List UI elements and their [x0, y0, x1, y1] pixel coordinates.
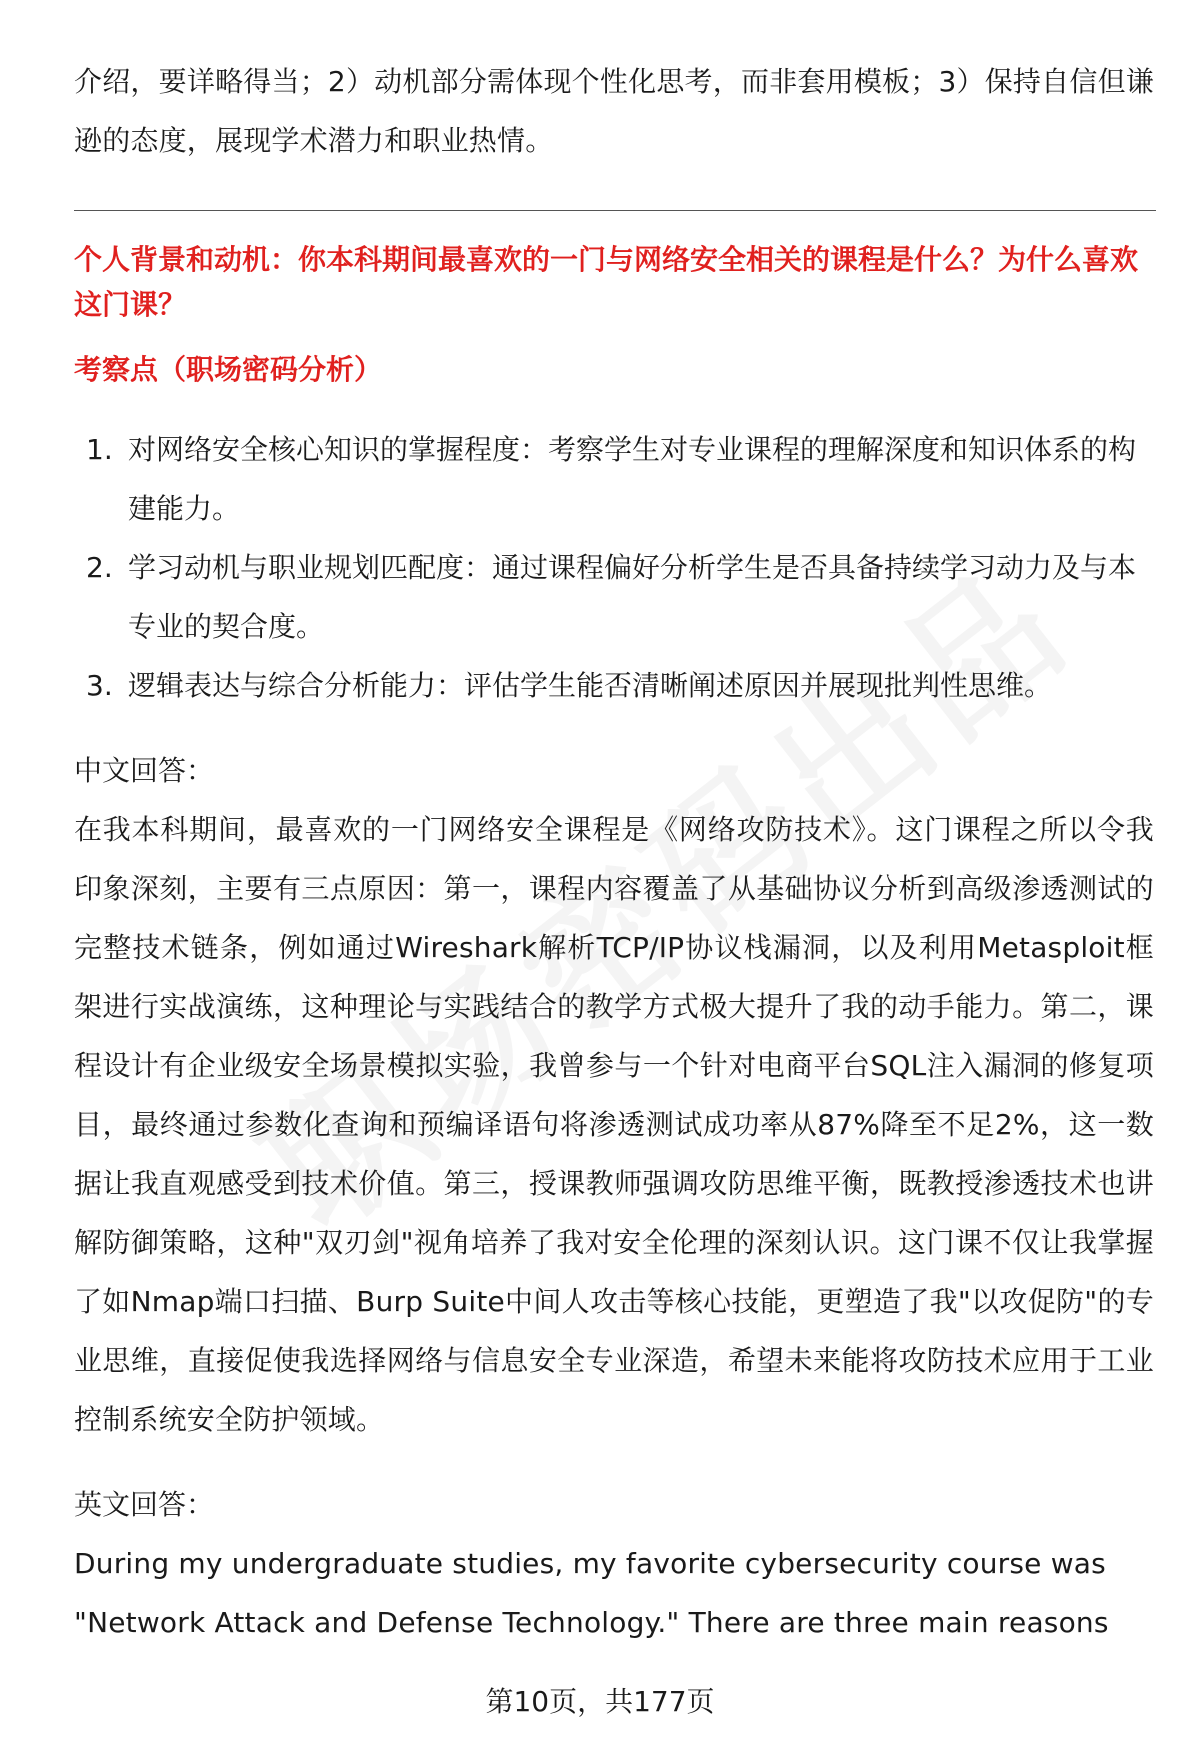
intro-paragraph: 介绍，要详略得当；2）动机部分需体现个性化思考，而非套用模板；3）保持自信但谦逊的态度，展现学术潜力和职业热情。: [74, 65, 1154, 157]
chinese-answer-section: [74, 741, 1154, 1449]
english-answer-section: [74, 1475, 1154, 1652]
chinese-answer-label: 中文回答：: [74, 754, 215, 787]
chinese-answer-text: 在我本科期间，最喜欢的一门网络安全课程是《网络攻防技术》。这门课程之所以令我印象深刻，主要有三点原因：第一，课程内容覆盖了从基础协议分析到高级渗透测试的完整技术链条，例如通过Wireshark解析TCP/IP协议栈漏洞，以及利用Metasploit框架进行实战演练，这种理论与实践结合的教学方式极大提升了我的动手能力。第二，课程设计有企业级安全场景模拟实验，我曾参与一个针对电商平台SQL注入漏洞的修复项目，最终通过参数化查询和预编译语句将渗透测试成功率从87%降至不足2%，这一数据让我直观感受到技术价值。第三，授课教师强调攻防思维平衡，既教授渗透技术也讲解防御策略，这种"双刃剑"视角培养了我对安全伦理的深刻认识。这门课不仅让我掌握了如Nmap端口扫描、Burp Suite中间人攻击等核心技能，更塑造了我"以攻促防"的专业思维，直接促使我选择网络与信息安全专业深造，希望未来能将攻防技术应用于工业控制系统安全防护领域。: [74, 813, 1154, 1436]
page-footer: 第10页，共177页: [485, 1685, 715, 1718]
focus-heading: 考察点（职场密码分析）: [74, 353, 383, 386]
focus-points-list: [74, 420, 1154, 715]
list-item-number: 3.: [86, 669, 113, 702]
list-item: [74, 420, 1154, 538]
page-content: [74, 52, 1154, 1652]
question-title: 个人背景和动机：你本科期间最喜欢的一门与网络安全相关的课程是什么？为什么喜欢这门课？: [74, 243, 1139, 321]
list-item-text: 学习动机与职业规划匹配度：通过课程偏好分析学生是否具备持续学习动力及与本专业的契合度。: [128, 551, 1137, 643]
section-divider: [74, 210, 1156, 211]
english-answer-label: 英文回答：: [74, 1488, 215, 1521]
list-item-text: 逻辑表达与综合分析能力：评估学生能否清晰阐述原因并展现批判性思维。: [128, 669, 1053, 702]
list-item-number: 1.: [86, 433, 113, 466]
english-answer-text: During my undergraduate studies, my favorite cybersecurity course was "Network Attack and Defense Technology." There are three main reasons: [74, 1547, 1109, 1639]
list-item: [74, 656, 1154, 715]
list-item-text: 对网络安全核心知识的掌握程度：考察学生对专业课程的理解深度和知识体系的构建能力。: [128, 433, 1137, 525]
list-item: [74, 538, 1154, 656]
list-item-number: 2.: [86, 551, 113, 584]
